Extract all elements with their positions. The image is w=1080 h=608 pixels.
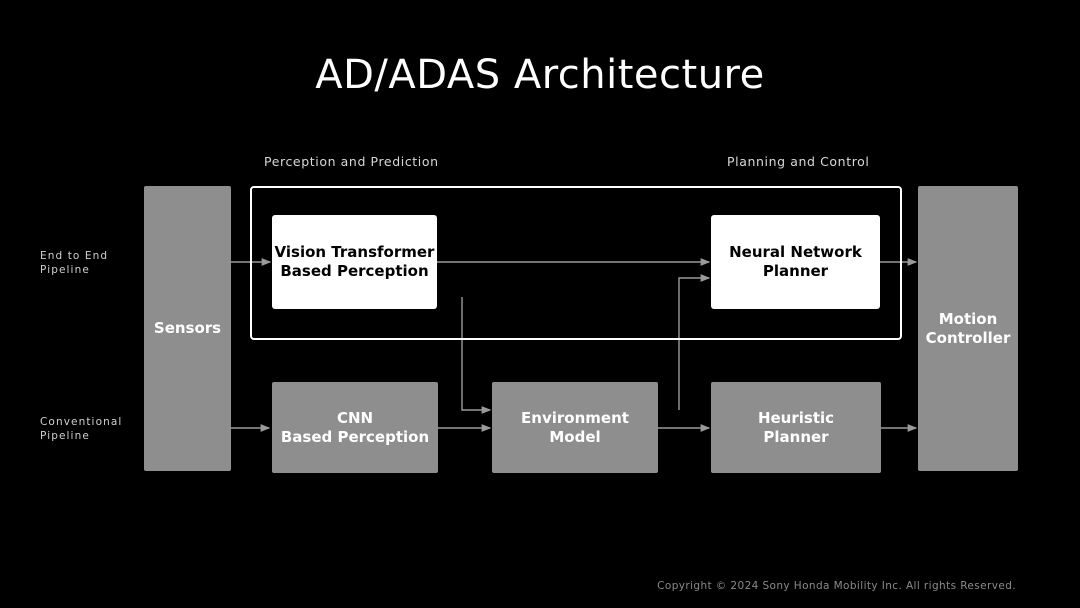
block-environment-model[interactable]: [492, 382, 658, 473]
row-label-end-to-end: [40, 249, 108, 277]
block-motion-controller-line2: Controller: [925, 328, 1011, 347]
block-heuristic-line2: Planner: [763, 427, 829, 446]
block-cnn-based-perception[interactable]: [272, 382, 438, 473]
block-sensors-label: Sensors: [153, 319, 222, 337]
row-label-end-to-end-line1: End to End: [40, 250, 109, 262]
block-motion-controller[interactable]: [918, 186, 1018, 471]
row-label-conventional: [40, 415, 122, 443]
page-title: AD/ADAS Architecture: [315, 52, 765, 98]
block-cnn-line1: CNN: [336, 408, 374, 427]
section-label-perception: Perception and Prediction: [264, 154, 439, 169]
block-environment-model-line1: Environment: [521, 408, 629, 427]
block-motion-controller-label: [926, 310, 1011, 348]
block-neural-network-line2: Planner: [762, 262, 829, 280]
block-motion-controller-line1: Motion: [938, 309, 998, 328]
row-label-conventional-line1: Conventional: [40, 416, 123, 428]
block-cnn-line2: Based Perception: [280, 427, 430, 446]
block-vision-transformer-line1: Vision Transformer: [274, 243, 435, 261]
row-label-conventional-line2: Pipeline: [40, 430, 90, 442]
block-environment-model-label: [521, 409, 629, 447]
block-neural-network-planner[interactable]: [711, 215, 880, 309]
block-heuristic-planner-label: [758, 409, 834, 447]
block-vision-transformer-line2: Based Perception: [280, 262, 429, 280]
block-vision-transformer-label: [275, 243, 435, 281]
section-label-planning: Planning and Control: [727, 154, 870, 169]
block-cnn-label: [281, 409, 429, 447]
block-sensors[interactable]: [144, 186, 231, 471]
block-vision-transformer-based-perception[interactable]: [272, 215, 437, 309]
copyright-notice: Copyright © 2024 Sony Honda Mobility Inc. All rights Reserved.: [657, 580, 1016, 592]
block-environment-model-line2: Model: [549, 427, 601, 446]
block-neural-network-planner-label: [729, 243, 862, 281]
block-neural-network-line1: Neural Network: [729, 243, 862, 261]
block-heuristic-planner[interactable]: [711, 382, 881, 473]
row-label-end-to-end-line2: Pipeline: [40, 264, 90, 276]
block-heuristic-line1: Heuristic: [757, 408, 835, 427]
